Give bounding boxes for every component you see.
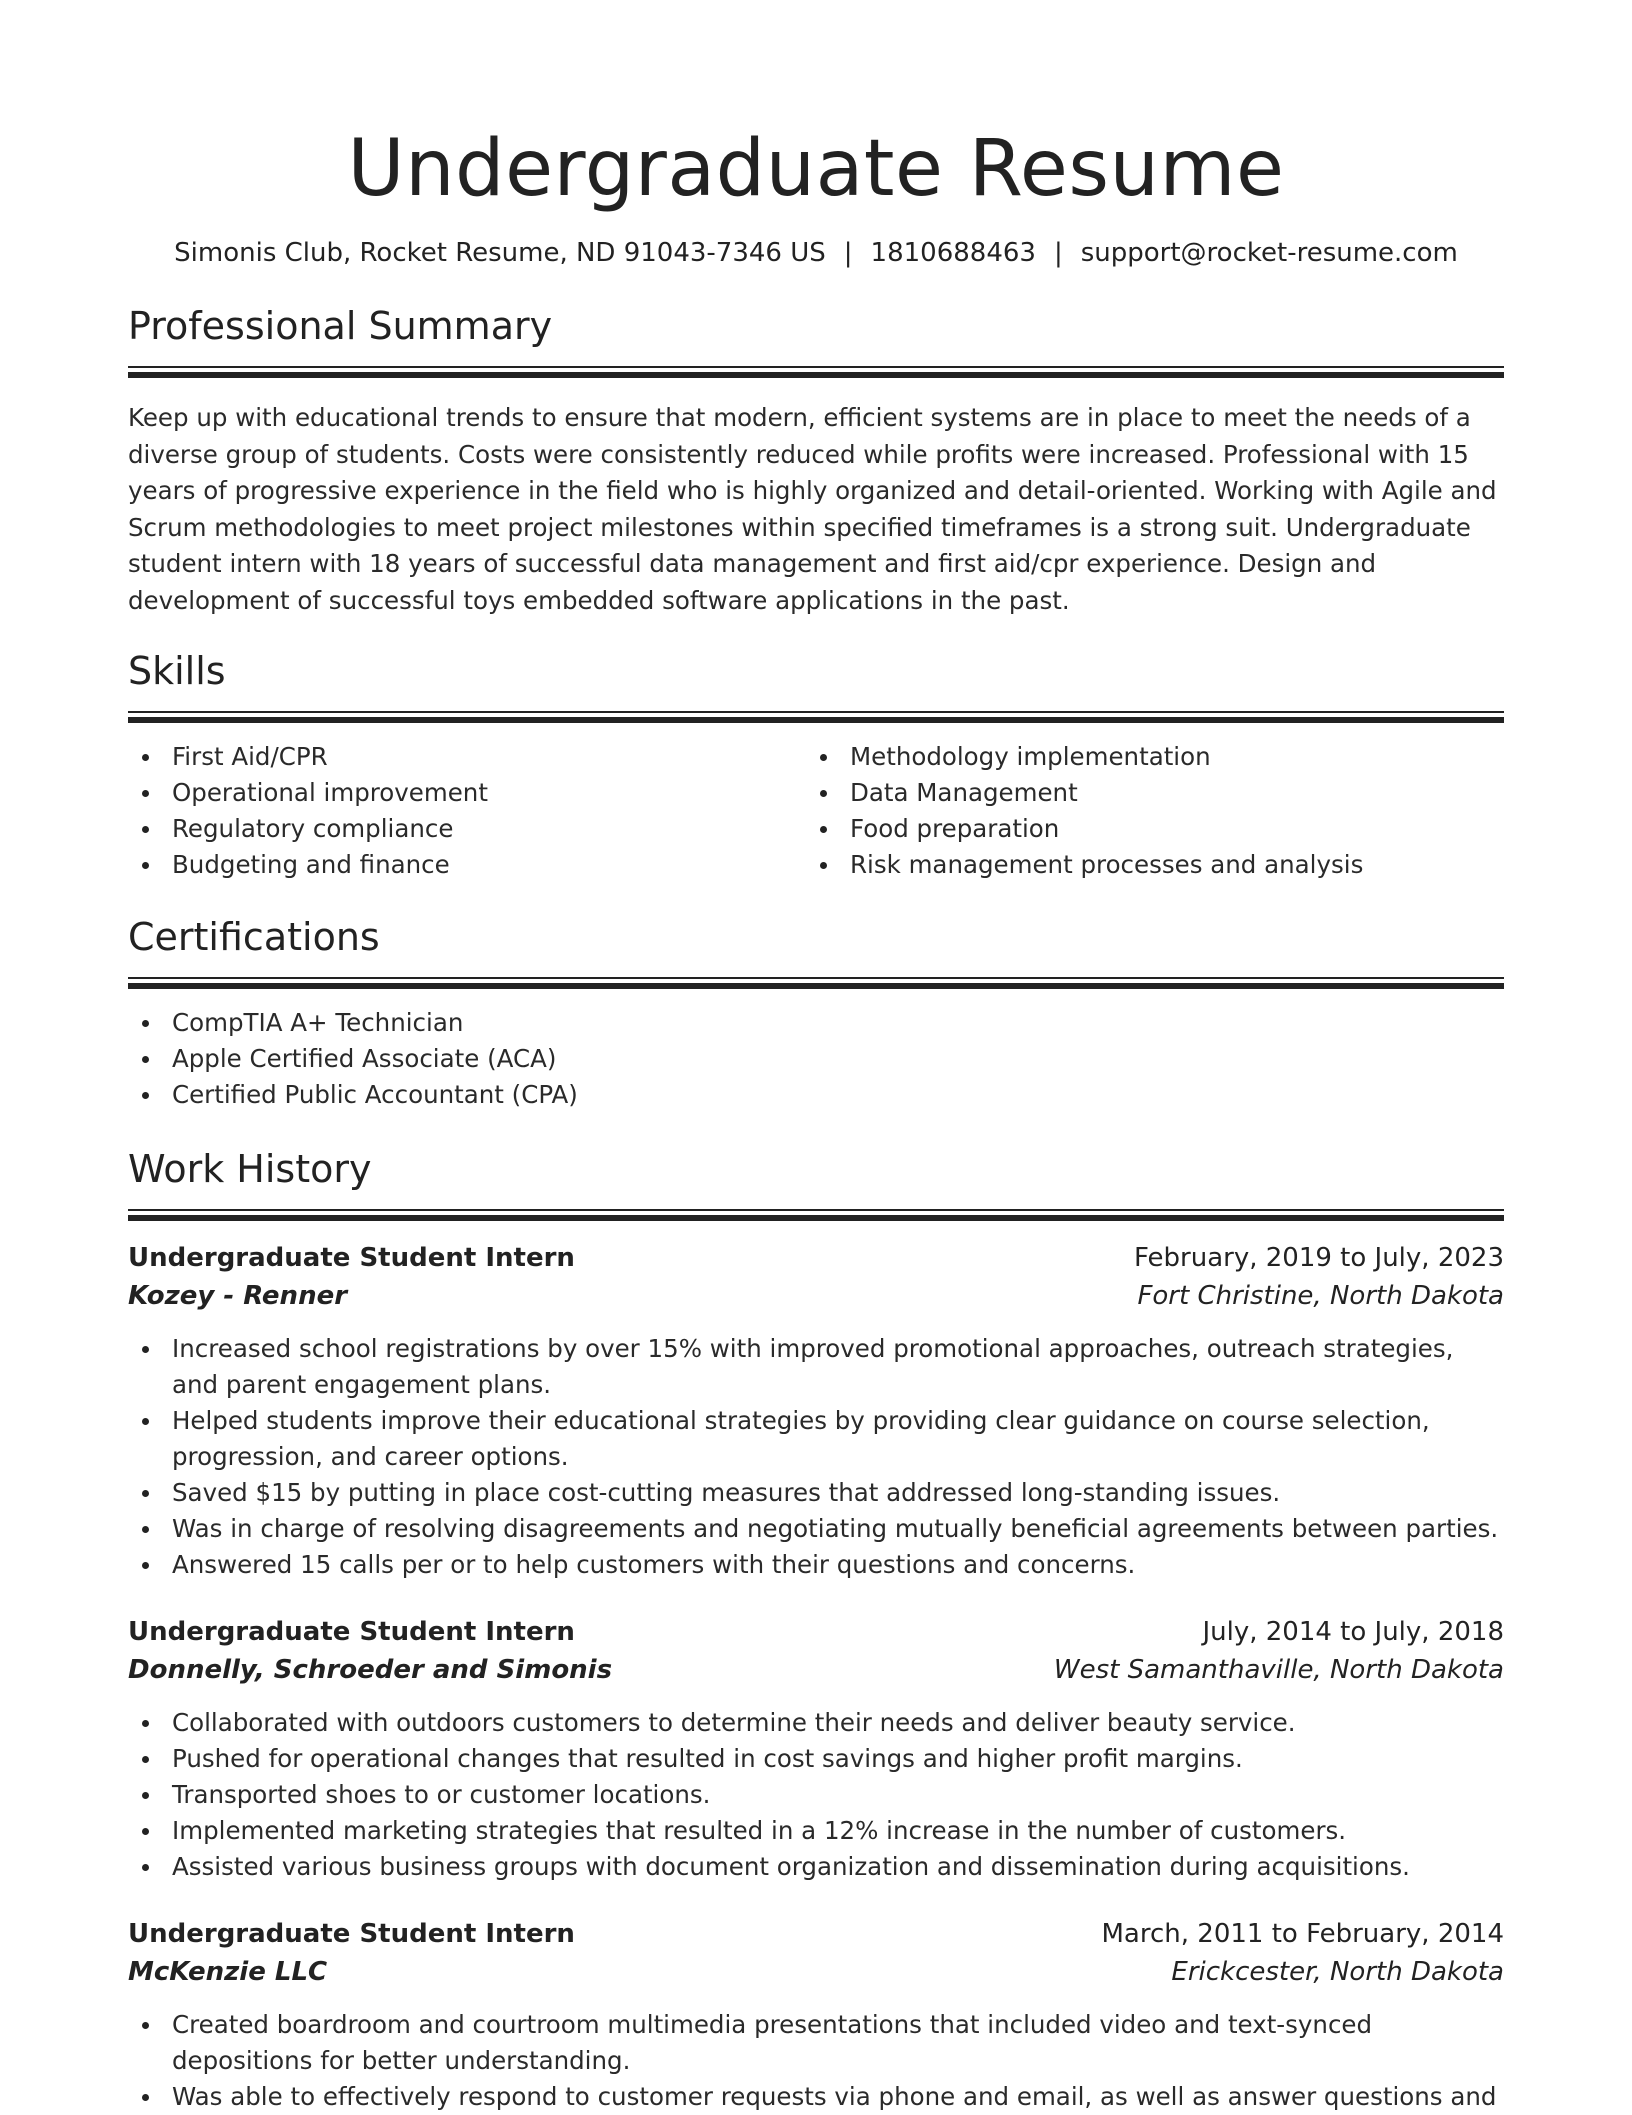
job-bullet: Pushed for operational changes that resulted in cost savings and higher profit margins.: [128, 1741, 1504, 1777]
skills-grid: [128, 739, 1504, 883]
certification-item: CompTIA A+ Technician: [128, 1005, 1504, 1041]
skill-item: Risk management processes and analysis: [806, 847, 1484, 883]
summary-section: [128, 302, 1504, 619]
job-bullet: Increased school registrations by over 15% with improved promotional approaches, outreach strategies, and parent engagement plans.: [128, 1331, 1504, 1403]
skills-list-left: [128, 739, 806, 883]
job-bullet: Was able to effectively respond to customer requests via phone and email, as well as answer questions and: [128, 2079, 1504, 2115]
work-history-heading: Work History: [128, 1147, 372, 1191]
certifications-heading: Certifications: [128, 915, 380, 959]
summary-text: Keep up with educational trends to ensure that modern, efficient systems are in place to meet the needs of a diverse group of students. Costs were consistently reduced while profits were increased. Professional with 15 years of progressive experience in the field who is highly organized and detail-oriented. Working with Agile and Scrum methodologies to meet project milestones within specified timeframes is a strong suit. Undergraduate student intern with 18 years of successful data management and first aid/cpr experience. Design and development of successful toys embedded software applications in the past.: [128, 403, 1497, 615]
summary-heading: Professional Summary: [128, 304, 553, 348]
job-header-row: [128, 1915, 1504, 1953]
skills-heading: Skills: [128, 649, 226, 693]
work-history-section: [128, 1145, 1504, 2115]
job-location: West Samanthaville, North Dakota: [1053, 1655, 1504, 1685]
job-company-row: [128, 1953, 1504, 1991]
contact-separator: |: [1053, 238, 1063, 268]
job-bullet: Was in charge of resolving disagreements and negotiating mutually beneficial agreements between parties.: [128, 1511, 1504, 1547]
job-bullet: Helped students improve their educational strategies by providing clear guidance on course selection, progression, and career options.: [128, 1403, 1504, 1475]
job-bullets: [128, 1705, 1504, 1885]
skills-list-right: [806, 739, 1484, 883]
skills-section: [128, 647, 1504, 883]
contact-phone: 1810688463: [870, 238, 1036, 268]
job-entry: [128, 1915, 1504, 2115]
job-entry: [128, 1239, 1504, 1583]
skill-item: Food preparation: [806, 811, 1484, 847]
skill-item: Methodology implementation: [806, 739, 1484, 775]
section-divider: [128, 1209, 1504, 1221]
contact-address: Simonis Club, Rocket Resume, ND 91043-7346 US: [174, 238, 826, 268]
section-divider: [128, 366, 1504, 378]
job-bullet: Answered 15 calls per or to help customers with their questions and concerns.: [128, 1547, 1504, 1583]
job-company: Kozey - Renner: [128, 1281, 348, 1311]
job-bullets: [128, 1331, 1504, 1583]
job-title: Undergraduate Student Intern: [128, 1617, 575, 1647]
skill-item: Regulatory compliance: [128, 811, 806, 847]
job-company-row: [128, 1277, 1504, 1315]
job-bullet: Transported shoes to or customer locations.: [128, 1777, 1504, 1813]
job-company-row: [128, 1651, 1504, 1689]
contact-email: support@rocket-resume.com: [1080, 238, 1458, 268]
job-title: Undergraduate Student Intern: [128, 1243, 575, 1273]
job-dates: February, 2019 to July, 2023: [1134, 1243, 1504, 1273]
skill-item: First Aid/CPR: [128, 739, 806, 775]
job-bullet: Saved $15 by putting in place cost-cutting measures that addressed long-standing issues.: [128, 1475, 1504, 1511]
job-location: Fort Christine, North Dakota: [1137, 1281, 1504, 1311]
skill-item: Budgeting and finance: [128, 847, 806, 883]
certifications-list: [128, 1005, 1504, 1113]
resume-page: [128, 0, 1504, 2115]
skill-item: Operational improvement: [128, 775, 806, 811]
resume-title: Undergraduate Resume: [347, 124, 1285, 214]
certification-item: Apple Certified Associate (ACA): [128, 1041, 1504, 1077]
job-dates: March, 2011 to February, 2014: [1101, 1919, 1504, 1949]
job-bullet: Assisted various business groups with document organization and dissemination during acquisitions.: [128, 1849, 1504, 1885]
section-divider: [128, 711, 1504, 723]
certification-item: Certified Public Accountant (CPA): [128, 1077, 1504, 1113]
job-location: Erickcester, North Dakota: [1171, 1957, 1504, 1987]
contact-line: [128, 236, 1504, 270]
job-bullets: [128, 2007, 1504, 2115]
job-title: Undergraduate Student Intern: [128, 1919, 575, 1949]
job-company: McKenzie LLC: [128, 1957, 328, 1987]
job-bullet: Implemented marketing strategies that resulted in a 12% increase in the number of customers.: [128, 1813, 1504, 1849]
job-header-row: [128, 1239, 1504, 1277]
job-bullet: Created boardroom and courtroom multimedia presentations that included video and text-synced depositions for better understanding.: [128, 2007, 1504, 2079]
job-header-row: [128, 1613, 1504, 1651]
section-divider: [128, 977, 1504, 989]
job-dates: July, 2014 to July, 2018: [1202, 1617, 1504, 1647]
job-entry: [128, 1613, 1504, 1885]
job-bullet: Collaborated with outdoors customers to determine their needs and deliver beauty service.: [128, 1705, 1504, 1741]
certifications-section: [128, 913, 1504, 1113]
skill-item: Data Management: [806, 775, 1484, 811]
job-company: Donnelly, Schroeder and Simonis: [128, 1655, 613, 1685]
contact-separator: |: [843, 238, 853, 268]
